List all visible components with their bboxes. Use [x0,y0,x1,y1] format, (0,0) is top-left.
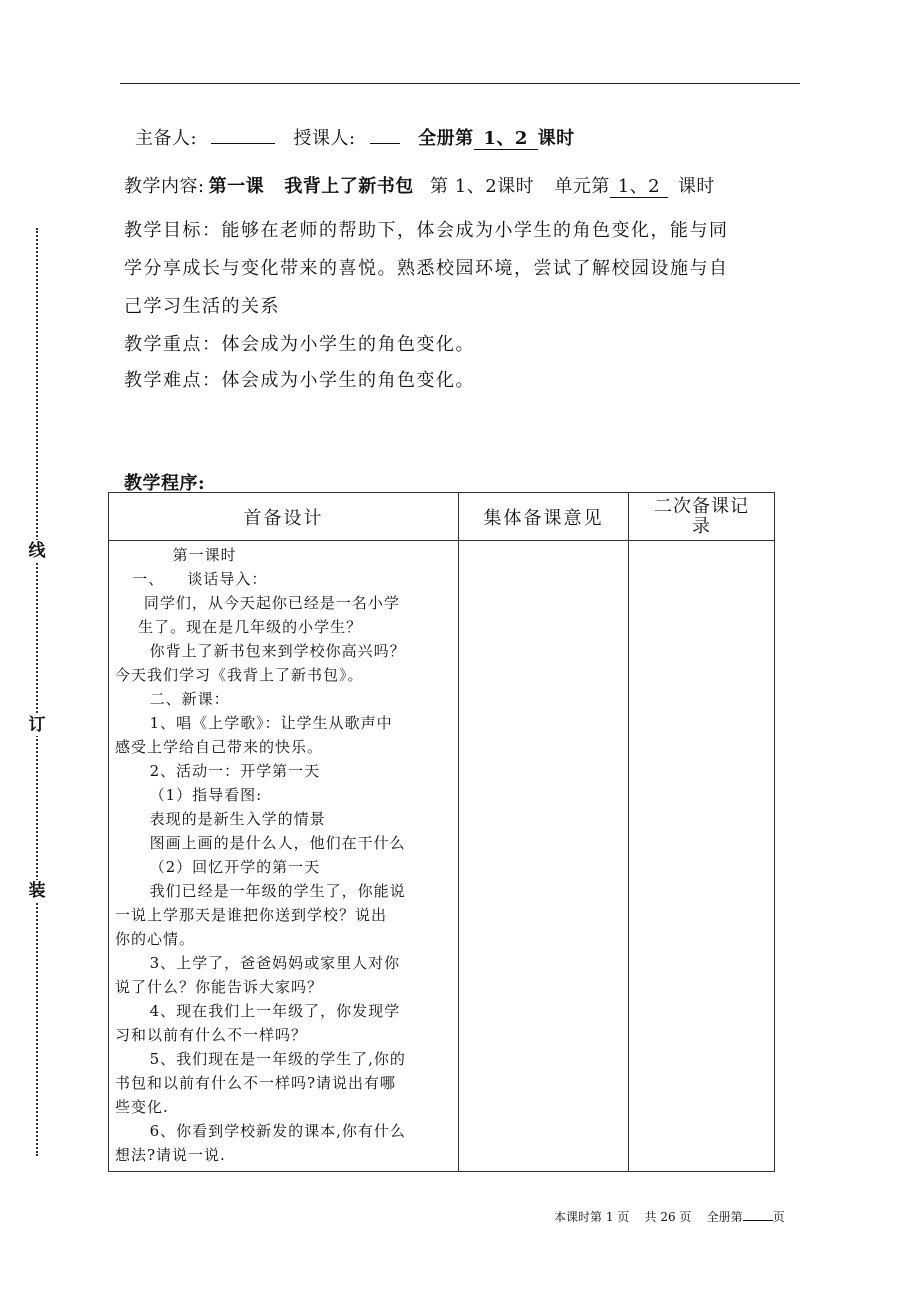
initial-design-line: 感受上学给自己带来的快乐。 [115,738,324,756]
header-second-record-line2: 录 [692,515,711,537]
initial-design-line: 说了什么？你能告诉大家吗？ [115,978,324,996]
lesson-session: 第 1、2课时 [430,176,535,197]
second-record-cell [629,541,775,1172]
objectives-line: 教学目标：能够在老师的帮助下，体会成为小学生的角色变化，能与同 [124,220,729,241]
initial-design-line: 5、我们现在是一年级的学生了,你的 [115,1050,406,1068]
initial-design-line: 图画上画的是什么人，他们在干什么 [115,834,406,852]
initial-design-line: 表现的是新生入学的情景 [115,810,326,828]
initial-design-line: 1、唱《上学歌》：让学生从歌声中 [115,714,393,732]
initial-design-line: 6、你看到学校新发的课本,你有什么 [115,1122,406,1140]
initial-design-line: 你的心情。 [115,930,196,948]
initial-design-line: 些变化. [115,1098,169,1116]
initial-design-line: （1）指导看图: [115,786,263,804]
footer-text: 本课时第 1 页 共 26 页 全册第 [554,1210,743,1224]
initial-design-line: 今天我们学习《我背上了新书包》。 [115,666,364,684]
binding-dotted-line [36,228,38,1156]
unit-label: 单元第 [554,176,610,197]
binding-label-zhuang: 装 [26,880,48,902]
footer-suffix: 页 [772,1210,785,1224]
initial-design-line: 第一课时 [115,546,237,564]
initial-design-line: 同学们，从今天起你已经是一名小学 [115,594,400,612]
binding-label-ding: 订 [26,714,48,736]
difficulty: 教学难点：体会成为小学生的角色变化。 [124,370,475,391]
procedure-title: 教学程序: [124,473,206,494]
initial-design-line: 3、上学了，爸爸妈妈或家里人对你 [115,954,401,972]
group-opinion-cell [459,541,629,1172]
header-initial-design: 首备设计 [109,493,459,541]
initial-design-line: 2、活动一：开学第一天 [115,762,321,780]
total-hours-value: 1、2 [474,129,538,150]
initial-design-line: 一、 谈话导入： [115,570,268,588]
teacher-value [370,143,400,144]
table-header-row [109,493,775,541]
initial-design-line: 一说上学那天是谁把你送到学校？说出 [115,906,388,924]
lesson-plan-table [108,492,775,1172]
key-point: 教学重点：体会成为小学生的角色变化。 [124,334,475,355]
header-group-opinion: 集体备课意见 [459,493,629,541]
lesson-title: 我背上了新书包 [284,176,414,197]
objectives-line: 学分享成长与变化带来的喜悦。熟悉校园环境，尝试了解校园设施与自 [124,258,729,279]
binding-label-xian: 线 [26,540,48,562]
initial-design-line: 4、现在我们上一年级了，你发现学 [115,1002,401,1020]
unit-suffix: 课时 [677,176,715,197]
initial-design-line: 二、新课： [115,690,230,708]
initial-design-line: 我们已经是一年级的学生了，你能说 [115,882,406,900]
initial-design-line: 生了。现在是几年级的小学生？ [115,618,363,636]
objectives-line: 己学习生活的关系 [124,296,280,317]
unit-value: 1、2 [610,177,668,198]
header-line [135,124,575,150]
content-label: 教学内容: [124,176,205,197]
initial-design-line: 想法?请说一说. [115,1146,226,1164]
initial-design-line: 书包和以前有什么不一样吗?请说出有哪 [115,1074,397,1092]
page-footer [554,1208,785,1225]
main-preparer-label: 主备人: [135,128,198,149]
objectives [124,212,729,326]
content-line [124,172,715,198]
header-second-record [629,493,775,541]
initial-design-text [109,541,458,1171]
initial-design-line: 你背上了新书包来到学校你高兴吗？ [115,642,406,660]
initial-design-line: （2）回忆开学的第一天 [115,858,321,876]
header-second-record-line1: 二次备课记 [654,495,749,517]
footer-blank [743,1220,773,1221]
total-hours-unit: 课时 [537,128,575,149]
main-preparer-value [211,143,275,144]
initial-design-line: 习和以前有什么不一样吗？ [115,1026,308,1044]
total-hours-label: 全册第 [418,128,474,149]
teacher-label: 授课人: [293,128,356,149]
initial-design-cell [109,541,459,1172]
lesson-number: 第一课 [208,176,265,197]
top-rule [120,83,800,84]
table-body-row [109,541,775,1172]
